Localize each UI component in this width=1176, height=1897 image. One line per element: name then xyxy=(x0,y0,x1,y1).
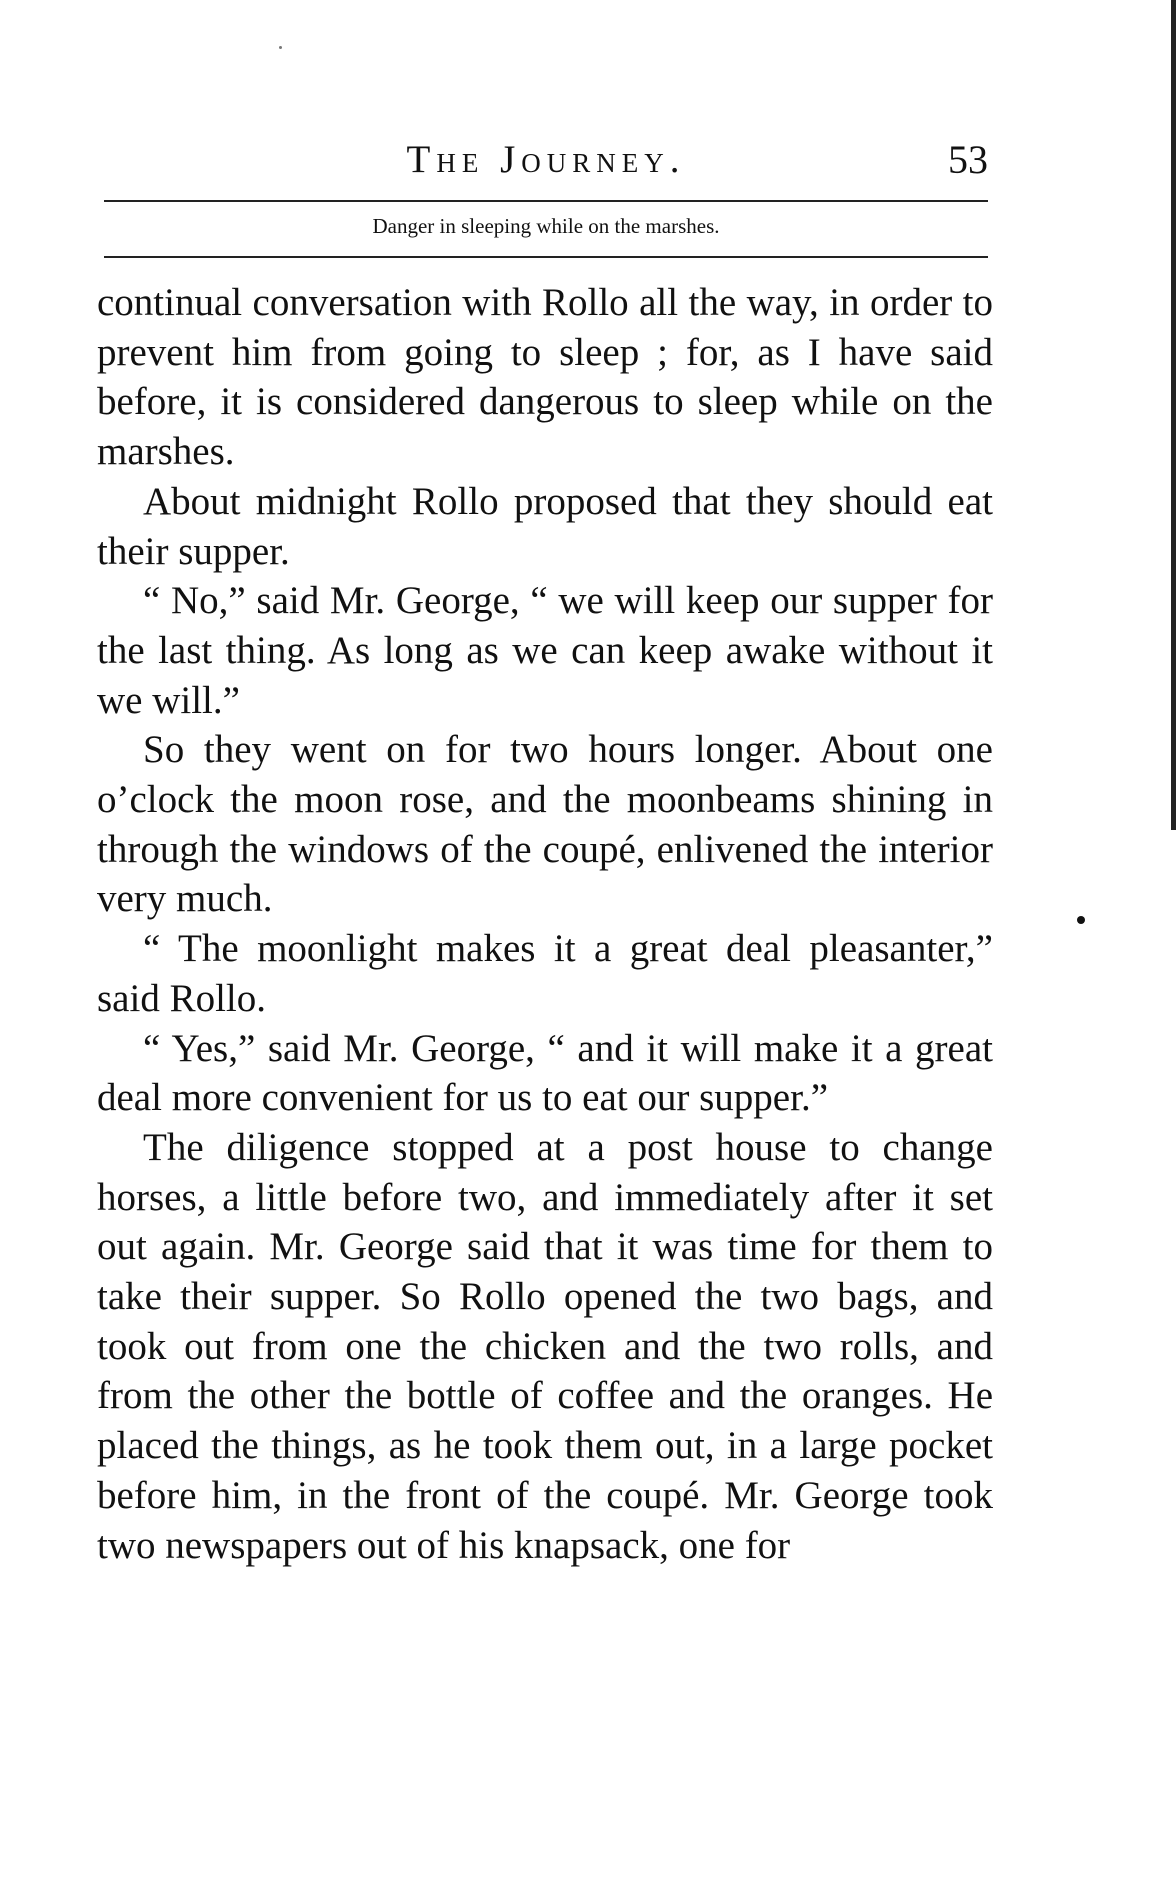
ink-dot xyxy=(1077,916,1085,924)
paragraph: continual conversation with Rollo all the way, in order to prevent him from going to sleep ; for, as I have said before, it is considered dangerous to sleep while on the marshes. xyxy=(97,281,993,474)
paragraph: So they went on for two hours longer. About one o’clock the moon rose, and the moonbeams shining in through the windows of the coupé, enlivened the interior very much. xyxy=(97,728,993,921)
scan-edge-shadow xyxy=(1171,0,1176,830)
body-text xyxy=(97,278,993,1570)
page-number: 53 xyxy=(948,137,988,182)
paragraph: “ The moonlight makes it a great deal pleasanter,” said Rollo. xyxy=(97,927,993,1020)
header-rule-bottom xyxy=(104,256,988,258)
running-head: Danger in sleeping while on the marshes. xyxy=(372,214,720,238)
paragraph: About midnight Rollo proposed that they should eat their supper. xyxy=(97,479,993,573)
header-rule-top xyxy=(104,200,988,202)
scan-speck xyxy=(279,46,282,49)
paragraph: “ Yes,” said Mr. George, “ and it will make it a great deal more convenient for us to eat our supper.” xyxy=(97,1026,993,1120)
paragraph: The diligence stopped at a post house to change horses, a little before two, and immediately after it set out again. Mr. George said that it was time for them to take their supper. So Rollo opened the two bags, and took out from one the chicken and the two rolls, and from the other the bottle of coffee and the oranges. He placed the things, as he took them out, in a large pocket before him, in the front of the coupé. Mr. George took two newspapers out of his knapsack, one for xyxy=(97,1125,993,1567)
paragraph: “ No,” said Mr. George, “ we will keep our supper for the last thing. As long as we can keep awake without it we will.” xyxy=(97,579,993,722)
page-title: The Journey. xyxy=(406,138,686,181)
